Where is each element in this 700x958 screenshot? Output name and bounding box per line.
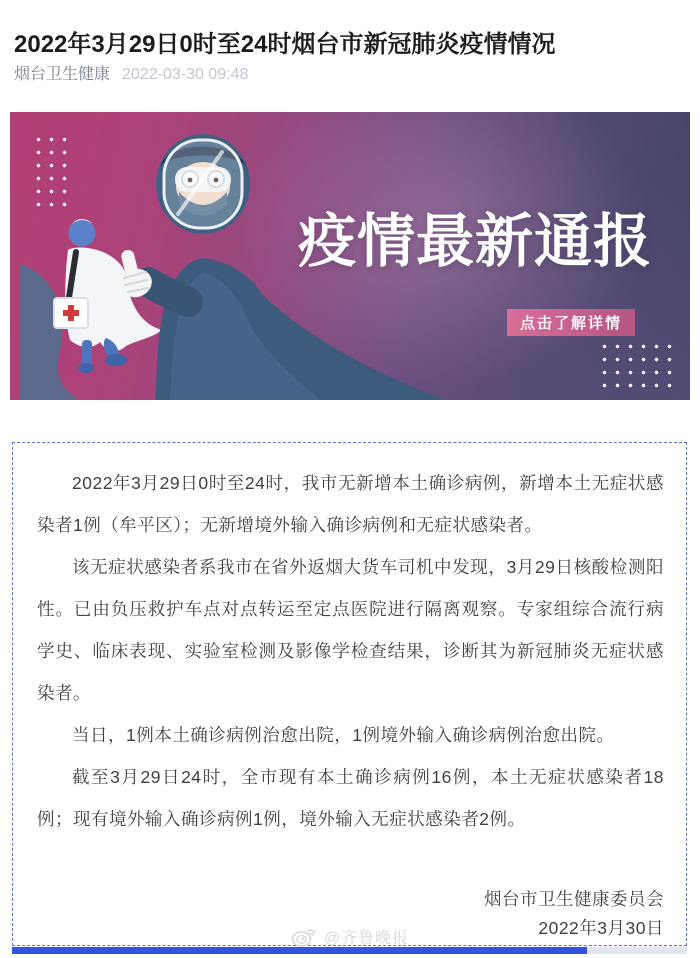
notice-paragraph: 截至3月29日24时，全市现有本土确诊病例16例，本土无症状感染者18例；现有境外输入确诊病例1例，境外输入无症状感染者2例。 xyxy=(37,767,664,829)
banner-headline: 疫情最新通报 xyxy=(298,209,653,274)
page-title: 2022年3月29日0时至24时烟台市新冠肺炎疫情情况 xyxy=(14,31,556,59)
notice-paragraph: 2022年3月29日0时至24时，我市无新增本土确诊病例，新增本土无症状感染者1例（牟平区）；无新增境外输入确诊病例和无症状感染者。 xyxy=(37,473,664,535)
publish-timestamp: 2022-03-30 09:48 xyxy=(122,66,249,83)
notice-paragraph: 该无症状感染者系我市在省外返烟大货车司机中发现，3月29日核酸检测阳性。已由负压救护车点对点转运至定点医院进行隔离观察。专家组综合流行病学史、临床表现、实验室检测及影像学检查结果，诊断其为新冠肺炎无症状感染者。 xyxy=(37,557,664,703)
weibo-icon xyxy=(291,925,318,947)
notice-paragraph: 当日，1例本土确诊病例治愈出院，1例境外输入确诊病例治愈出院。 xyxy=(72,725,615,745)
dot-pattern-bottom-right xyxy=(598,340,676,392)
issue-date: 2022年3月30日 xyxy=(538,918,664,938)
issuer-signature: 烟台市卫生健康委员会 xyxy=(484,889,664,909)
progress-bar-track xyxy=(12,947,687,954)
watermark xyxy=(0,924,700,948)
article-meta xyxy=(14,61,248,84)
source-name[interactable]: 烟台卫生健康 xyxy=(14,66,111,83)
watermark-text: @齐鲁晚报 xyxy=(323,929,410,947)
notice-box xyxy=(12,442,687,946)
banner-cta-button[interactable]: 点击了解详情 xyxy=(507,309,635,336)
banner-image[interactable] xyxy=(10,112,690,400)
first-aid-kit-icon xyxy=(54,298,88,328)
progress-bar-fill xyxy=(12,947,587,954)
